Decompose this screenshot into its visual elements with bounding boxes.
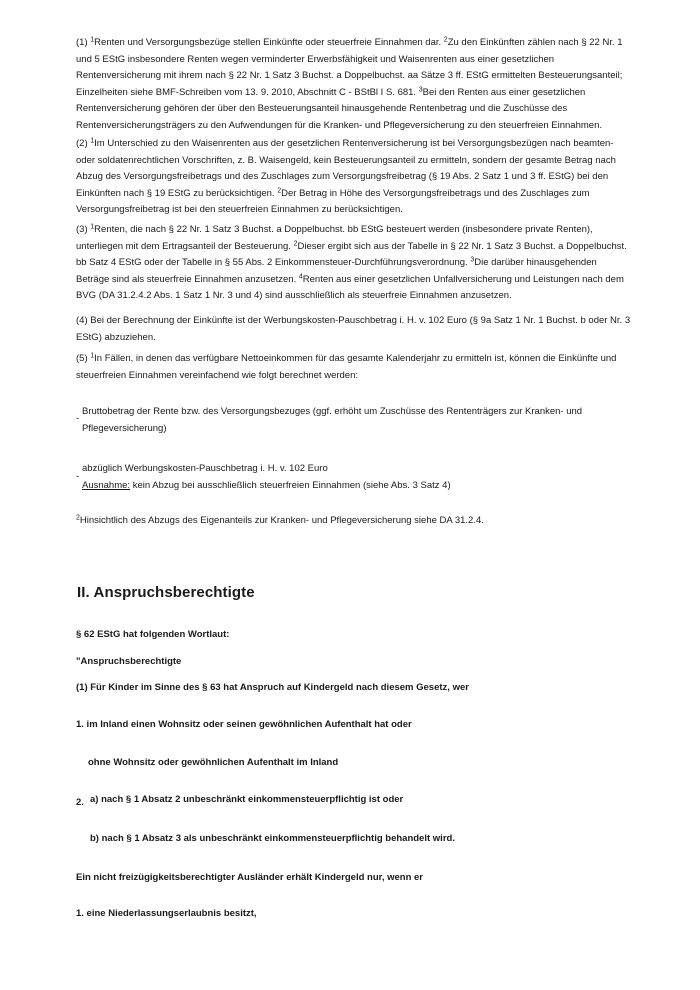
- bullet-item-2-line1: abzüglich Werbungskosten-Pauschbetrag i. H. v. 102 Euro: [82, 463, 328, 474]
- paragraph-4: (4) Bei der Berechnung der Einkünfte ist der Werbungskosten-Pauschbetrag i. H. v. 102 Euro (§ 9a Satz 1 Nr. 1 Buchst. b oder Nr. 3 EStG) abzuziehen.: [76, 315, 631, 343]
- law-item-2a: a) nach § 1 Absatz 2 unbeschränkt einkommensteuerpflichtig ist oder: [90, 794, 404, 805]
- paragraph-5-sentence-2: $^2$Hinsichtlich des Abzugs des Eigenanteils zur Kranken- und Pflegeversicherung siehe DA 31.2.4.: [76, 514, 484, 526]
- paragraph-2: (2) $^1$Im Unterschied zu den Waisenrenten aus der gesetzlichen Rentenversicherung ist bei Versorgungsbezügen nach beamten- oder soldatenrechtlichen Vorschriften, z. B. Waisengeld, kein Besteuerungsanteil zu ermitteln, sondern der gesamte Betrag nach Abzug des Versorgungsfreibetrags und des Zuschlages zum Versorgungsfreibetrag (§ 19 Abs. 2 Satz 1 und 3 ff. EStG) bei den Einkünften nach § 19 EStG zu berücksichtigen. $^2$Der Betrag in Höhe des Versorgungsfreibetrags und des Zuschlages zum Versorgungsfreibetrag ist bei den steuerfreien Einnahmen zu berücksichtigen.: [76, 137, 616, 216]
- bullet-item-1: Bruttobetrag der Rente bzw. des Versorgungsbezuges (ggf. erhöht um Zuschüsse des Rententrägers zur Kranken- und Pflegeversicherung): [82, 406, 583, 434]
- law-item-2b: b) nach § 1 Absatz 3 als unbeschränkt einkommensteuerpflichtig behandelt wird.: [90, 833, 455, 844]
- bullet-dash: -: [76, 471, 80, 482]
- paragraph-3: (3) $^1$Renten, die nach § 22 Nr. 1 Satz 3 Buchst. a Doppelbuchst. bb EStG besteuert werden (insbesondere private Renten), unterliegen mit dem Ertragsanteil der Besteuerung. $^2$Dieser ergibt sich aus der Tabelle in § 22 Nr. 1 Satz 3 Buchst. a Doppelbuchst. bb Satz 4 EStG oder der Tabelle in § 55 Abs. 2 Einkommensteuer-Durchführungsverordnung. $^3$Die darüber hinausgehenden Beträge sind als steuerfreie Einnahmen anzusetzen. $^4$Renten aus einer gesetzlichen Unfallversicherung und Leistungen nach dem BVG (DA 31.2.4.2 Abs. 1 Satz 1 Nr. 3 und 4) sind ausschließlich als steuerfreie Einnahmen anzusetzen.: [76, 223, 627, 302]
- quote-title: "Anspruchsberechtigte: [76, 656, 182, 667]
- law-abs-2-item-1: 1. eine Niederlassungserlaubnis besitzt,: [76, 908, 257, 919]
- bullet-item-2-line2: Ausnahme: kein Abzug bei ausschließlich steuerfreien Einnahmen (siehe Abs. 3 Satz 4): [82, 479, 451, 491]
- law-abs-1: (1) Für Kinder im Sinne des § 63 hat Anspruch auf Kindergeld nach diesem Gesetz, wer: [76, 682, 469, 693]
- law-intro: § 62 EStG hat folgenden Wortlaut:: [76, 629, 230, 640]
- paragraph-5: (5) $^1$In Fällen, in denen das verfügbare Nettoeinkommen für das gesamte Kalenderjahr zu ermitteln ist, können die Einkünfte und steuerfreien Einnahmen vereinfachend wie folgt berechnet werden:: [76, 352, 617, 381]
- section-heading: II. Anspruchsberechtigte: [77, 584, 255, 601]
- law-item-1: 1. im Inland einen Wohnsitz oder seinen gewöhnlichen Aufenthalt hat oder: [76, 719, 412, 730]
- bullet-dash: -: [76, 413, 80, 424]
- law-item-2-number: 2.: [76, 797, 84, 808]
- law-abs-2: Ein nicht freizügigkeitsberechtigter Ausländer erhält Kindergeld nur, wenn er: [76, 872, 423, 883]
- law-item-1b: ohne Wohnsitz oder gewöhnlichen Aufenthalt im Inland: [88, 757, 339, 768]
- paragraph-1: (1) $^1$Renten und Versorgungsbezüge stellen Einkünfte oder steuerfreie Einnahmen dar. $^2$Zu den Einkünften zählen nach § 22 Nr. 1 und 5 EStG insbesondere Renten wegen verminderter Erwerbsfähigkeit und Waisenrenten aus einer gesetzlichen Rentenversicherung mit ihrem nach § 22 Nr. 1 Satz 3 Buchst. a Doppelbuchst. aa Sätze 3 ff. EStG ermittelten Besteuerungsanteil; Einzelheiten siehe BMF-Schreiben vom 13. 9. 2010, Abschnitt C - BStBl I S. 681. $^3$Bei den Renten aus einer gesetzlichen Rentenversicherung gehören der über den Besteuerungsanteil hinausgehende Rentenbetrag und die Zuschüsse des Rentenversicherungsträgers zu den Aufwendungen für die Kranken- und Pflegeversicherung zu den steuerfreien Einnahmen.: [76, 36, 623, 131]
- ausnahme-label: Ausnahme:: [82, 479, 131, 491]
- bullet-item-2: [82, 461, 632, 494]
